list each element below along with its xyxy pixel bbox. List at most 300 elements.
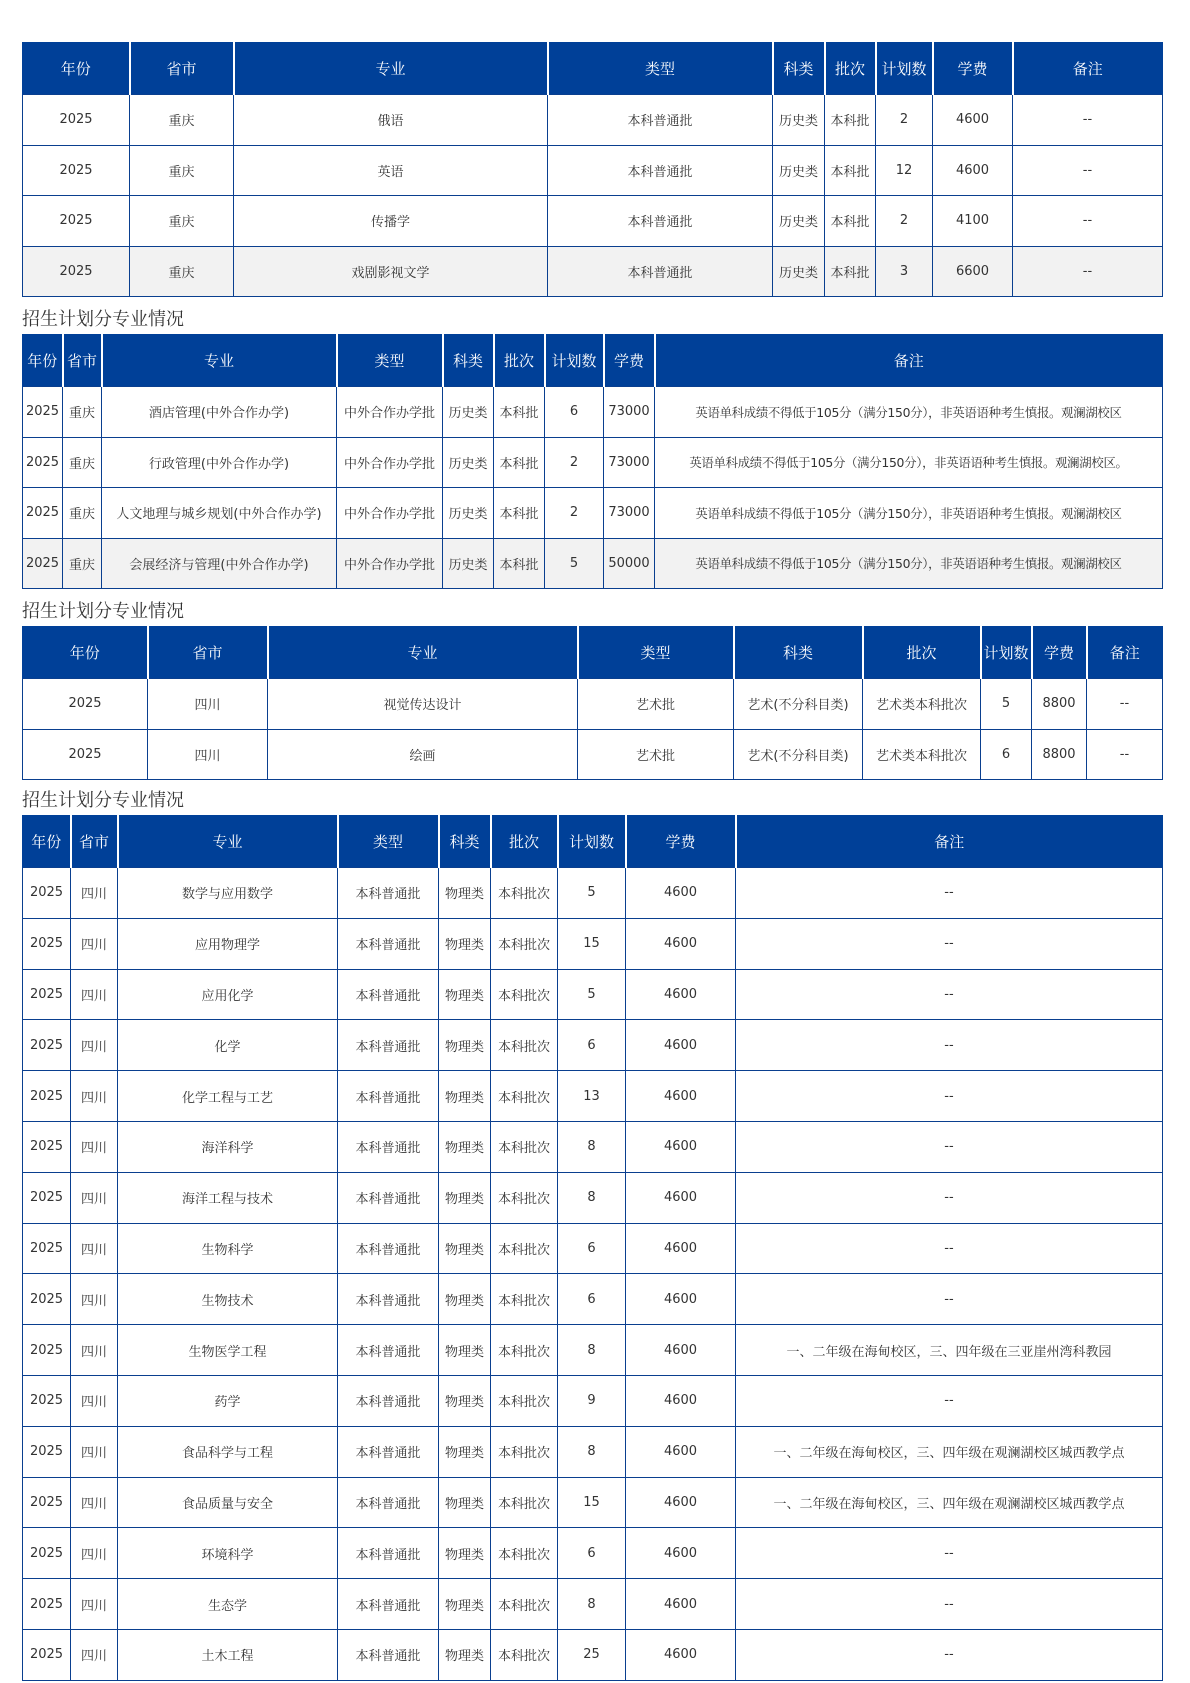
- section-title-4: 招生计划分专业情况: [22, 790, 184, 811]
- cell-year: 2025: [23, 1325, 71, 1376]
- cell-tuition: 73000: [604, 437, 655, 488]
- cell-type: 本科普通批: [548, 145, 773, 196]
- cell-type: 本科普通批: [338, 1629, 439, 1680]
- cell-subject-category: 物理类: [439, 1020, 491, 1071]
- cell-year: 2025: [23, 387, 63, 438]
- cell-year: 2025: [23, 1426, 71, 1477]
- column-header-batch: 批次: [494, 334, 545, 387]
- cell-province: 四川: [71, 1426, 118, 1477]
- cell-type: 中外合作办学批: [337, 387, 443, 438]
- table-row: [23, 95, 1163, 146]
- column-header-subject-category: 科类: [773, 42, 825, 95]
- cell-major: 酒店管理(中外合作办学): [102, 387, 337, 438]
- cell-subject-category: 历史类: [443, 488, 494, 539]
- cell-subject-category: 物理类: [439, 1172, 491, 1223]
- cell-subject-category: 物理类: [439, 1528, 491, 1579]
- cell-batch: 本科批: [825, 95, 876, 146]
- cell-remarks: --: [736, 1071, 1163, 1122]
- cell-major: 环境科学: [118, 1528, 338, 1579]
- table-row: [23, 1223, 1163, 1274]
- cell-remarks: --: [736, 1579, 1163, 1630]
- table-row: [23, 918, 1163, 969]
- column-header-province: 省市: [130, 42, 234, 95]
- cell-plan-count: 5: [558, 868, 626, 919]
- cell-plan-count: 8: [558, 1579, 626, 1630]
- cell-batch: 艺术类本科批次: [863, 729, 981, 780]
- column-header-type: 类型: [578, 626, 734, 679]
- cell-remarks: --: [736, 1274, 1163, 1325]
- cell-tuition: 4600: [626, 1426, 736, 1477]
- column-header-tuition: 学费: [933, 42, 1013, 95]
- column-header-province: 省市: [63, 334, 102, 387]
- cell-year: 2025: [23, 679, 148, 730]
- cell-tuition: 4600: [626, 1223, 736, 1274]
- cell-tuition: 4600: [626, 969, 736, 1020]
- cell-type: 本科普通批: [338, 1121, 439, 1172]
- column-header-subject-category: 科类: [734, 626, 863, 679]
- cell-plan-count: 2: [876, 196, 933, 247]
- cell-year: 2025: [23, 1375, 71, 1426]
- cell-remarks: --: [736, 1528, 1163, 1579]
- cell-plan-count: 25: [558, 1629, 626, 1680]
- cell-tuition: 4600: [626, 868, 736, 919]
- column-header-type: 类型: [337, 334, 443, 387]
- cell-batch: 本科批: [494, 538, 545, 589]
- cell-province: 重庆: [63, 538, 102, 589]
- cell-year: 2025: [23, 868, 71, 919]
- cell-subject-category: 物理类: [439, 1579, 491, 1630]
- cell-major: 会展经济与管理(中外合作办学): [102, 538, 337, 589]
- cell-year: 2025: [23, 1274, 71, 1325]
- cell-plan-count: 6: [545, 387, 604, 438]
- cell-subject-category: 历史类: [773, 145, 825, 196]
- cell-major: 生物科学: [118, 1223, 338, 1274]
- section-title-2: 招生计划分专业情况: [22, 309, 184, 330]
- cell-tuition: 4600: [626, 1375, 736, 1426]
- cell-remarks: --: [736, 918, 1163, 969]
- column-header-batch: 批次: [863, 626, 981, 679]
- cell-remarks: --: [1087, 729, 1163, 780]
- cell-province: 四川: [71, 1528, 118, 1579]
- cell-province: 四川: [71, 1629, 118, 1680]
- cell-tuition: 4600: [626, 1629, 736, 1680]
- cell-remarks: --: [736, 1223, 1163, 1274]
- cell-province: 四川: [71, 1274, 118, 1325]
- cell-year: 2025: [23, 488, 63, 539]
- cell-plan-count: 12: [876, 145, 933, 196]
- cell-tuition: 6600: [933, 246, 1013, 297]
- cell-year: 2025: [23, 1223, 71, 1274]
- cell-province: 重庆: [63, 437, 102, 488]
- table-row: [23, 1629, 1163, 1680]
- cell-remarks: --: [1013, 246, 1163, 297]
- cell-type: 本科普通批: [548, 246, 773, 297]
- column-header-province: 省市: [71, 815, 118, 868]
- cell-subject-category: 物理类: [439, 1426, 491, 1477]
- cell-subject-category: 历史类: [443, 387, 494, 438]
- table-row: [23, 1477, 1163, 1528]
- column-header-year: 年份: [23, 334, 63, 387]
- cell-major: 绘画: [268, 729, 578, 780]
- cell-type: 中外合作办学批: [337, 538, 443, 589]
- table-row: [23, 538, 1163, 589]
- cell-remarks: --: [736, 1020, 1163, 1071]
- cell-province: 四川: [71, 918, 118, 969]
- table-row: [23, 196, 1163, 247]
- cell-plan-count: 13: [558, 1071, 626, 1122]
- cell-type: 艺术批: [578, 679, 734, 730]
- cell-subject-category: 物理类: [439, 918, 491, 969]
- table-row: [23, 969, 1163, 1020]
- column-header-major: 专业: [268, 626, 578, 679]
- cell-subject-category: 艺术(不分科目类): [734, 729, 863, 780]
- cell-major: 药学: [118, 1375, 338, 1426]
- cell-plan-count: 5: [545, 538, 604, 589]
- cell-year: 2025: [23, 1071, 71, 1122]
- header-row: [23, 42, 1163, 95]
- cell-subject-category: 物理类: [439, 1375, 491, 1426]
- cell-subject-category: 艺术(不分科目类): [734, 679, 863, 730]
- cell-subject-category: 物理类: [439, 1629, 491, 1680]
- header-row: [23, 626, 1163, 679]
- column-header-major: 专业: [234, 42, 548, 95]
- cell-major: 食品质量与安全: [118, 1477, 338, 1528]
- cell-remarks: --: [1013, 196, 1163, 247]
- cell-type: 本科普通批: [338, 1579, 439, 1630]
- cell-batch: 本科批次: [491, 1121, 558, 1172]
- cell-plan-count: 2: [545, 437, 604, 488]
- cell-year: 2025: [23, 1020, 71, 1071]
- cell-province: 四川: [71, 1121, 118, 1172]
- column-header-subject-category: 科类: [439, 815, 491, 868]
- cell-plan-count: 8: [558, 1121, 626, 1172]
- column-header-year: 年份: [23, 626, 148, 679]
- header-row: [23, 815, 1163, 868]
- cell-type: 本科普通批: [338, 1274, 439, 1325]
- cell-province: 重庆: [63, 387, 102, 438]
- cell-type: 中外合作办学批: [337, 437, 443, 488]
- cell-year: 2025: [23, 437, 63, 488]
- cell-year: 2025: [23, 918, 71, 969]
- cell-type: 本科普通批: [338, 1020, 439, 1071]
- cell-subject-category: 历史类: [773, 95, 825, 146]
- enrollment-table-chongqing-sino-foreign: [22, 334, 1162, 589]
- cell-subject-category: 物理类: [439, 969, 491, 1020]
- cell-year: 2025: [23, 145, 130, 196]
- table-row: [23, 1325, 1163, 1376]
- cell-tuition: 4100: [933, 196, 1013, 247]
- cell-type: 本科普通批: [338, 1375, 439, 1426]
- cell-subject-category: 历史类: [773, 246, 825, 297]
- cell-batch: 本科批次: [491, 1528, 558, 1579]
- cell-year: 2025: [23, 1172, 71, 1223]
- cell-batch: 本科批次: [491, 868, 558, 919]
- cell-plan-count: 6: [558, 1528, 626, 1579]
- cell-batch: 本科批次: [491, 1426, 558, 1477]
- cell-type: 本科普通批: [338, 1325, 439, 1376]
- table-row: [23, 729, 1163, 780]
- cell-tuition: 4600: [626, 1528, 736, 1579]
- cell-type: 艺术批: [578, 729, 734, 780]
- cell-year: 2025: [23, 1121, 71, 1172]
- cell-batch: 本科批: [825, 145, 876, 196]
- cell-tuition: 4600: [626, 918, 736, 969]
- column-header-tuition: 学费: [604, 334, 655, 387]
- table-row: [23, 488, 1163, 539]
- column-header-plan-count: 计划数: [876, 42, 933, 95]
- cell-major: 行政管理(中外合作办学): [102, 437, 337, 488]
- column-header-year: 年份: [23, 815, 71, 868]
- cell-year: 2025: [23, 1579, 71, 1630]
- cell-batch: 本科批: [825, 246, 876, 297]
- cell-batch: 本科批次: [491, 1375, 558, 1426]
- cell-province: 四川: [148, 729, 268, 780]
- cell-subject-category: 物理类: [439, 868, 491, 919]
- table-row: [23, 1071, 1163, 1122]
- cell-batch: 本科批次: [491, 1629, 558, 1680]
- cell-type: 本科普通批: [338, 1477, 439, 1528]
- column-header-type: 类型: [548, 42, 773, 95]
- cell-batch: 本科批次: [491, 1071, 558, 1122]
- cell-plan-count: 6: [558, 1223, 626, 1274]
- cell-subject-category: 历史类: [773, 196, 825, 247]
- column-header-plan-count: 计划数: [545, 334, 604, 387]
- cell-tuition: 4600: [626, 1325, 736, 1376]
- table-row: [23, 246, 1163, 297]
- cell-batch: 本科批: [825, 196, 876, 247]
- cell-remarks: 一、二年级在海甸校区，三、四年级在观澜湖校区城西教学点: [736, 1426, 1163, 1477]
- cell-plan-count: 8: [558, 1426, 626, 1477]
- cell-batch: 本科批次: [491, 1274, 558, 1325]
- cell-batch: 本科批次: [491, 1477, 558, 1528]
- table-row: [23, 145, 1163, 196]
- column-header-tuition: 学费: [626, 815, 736, 868]
- cell-remarks: --: [1013, 145, 1163, 196]
- cell-batch: 本科批次: [491, 969, 558, 1020]
- cell-province: 四川: [71, 1223, 118, 1274]
- cell-plan-count: 5: [981, 679, 1032, 730]
- cell-province: 重庆: [130, 145, 234, 196]
- cell-tuition: 8800: [1032, 679, 1087, 730]
- cell-subject-category: 历史类: [443, 538, 494, 589]
- cell-province: 四川: [71, 1375, 118, 1426]
- cell-year: 2025: [23, 1528, 71, 1579]
- cell-province: 四川: [71, 1477, 118, 1528]
- cell-subject-category: 物理类: [439, 1121, 491, 1172]
- enrollment-table-chongqing-history: [22, 42, 1162, 297]
- cell-major: 英语: [234, 145, 548, 196]
- cell-major: 生物技术: [118, 1274, 338, 1325]
- cell-province: 四川: [71, 969, 118, 1020]
- cell-type: 本科普通批: [338, 918, 439, 969]
- cell-province: 四川: [71, 1071, 118, 1122]
- cell-subject-category: 物理类: [439, 1223, 491, 1274]
- cell-major: 戏剧影视文学: [234, 246, 548, 297]
- cell-type: 本科普通批: [338, 1172, 439, 1223]
- cell-plan-count: 6: [558, 1020, 626, 1071]
- cell-remarks: --: [736, 1375, 1163, 1426]
- cell-province: 四川: [71, 1579, 118, 1630]
- cell-plan-count: 15: [558, 918, 626, 969]
- table-row: [23, 1579, 1163, 1630]
- cell-plan-count: 6: [981, 729, 1032, 780]
- cell-major: 视觉传达设计: [268, 679, 578, 730]
- column-header-subject-category: 科类: [443, 334, 494, 387]
- cell-year: 2025: [23, 95, 130, 146]
- cell-type: 本科普通批: [338, 1071, 439, 1122]
- cell-remarks: --: [736, 1121, 1163, 1172]
- cell-remarks: 英语单科成绩不得低于105分（满分150分），非英语语种考生慎报。观澜湖校区: [655, 488, 1163, 539]
- cell-tuition: 4600: [626, 1020, 736, 1071]
- column-header-year: 年份: [23, 42, 130, 95]
- cell-type: 中外合作办学批: [337, 488, 443, 539]
- cell-tuition: 4600: [626, 1071, 736, 1122]
- cell-province: 重庆: [130, 95, 234, 146]
- cell-province: 重庆: [130, 196, 234, 247]
- cell-province: 重庆: [130, 246, 234, 297]
- column-header-remarks: 备注: [655, 334, 1163, 387]
- enrollment-table-sichuan-art: [22, 626, 1162, 780]
- column-header-plan-count: 计划数: [558, 815, 626, 868]
- cell-plan-count: 2: [545, 488, 604, 539]
- section-title-3: 招生计划分专业情况: [22, 601, 184, 622]
- cell-plan-count: 9: [558, 1375, 626, 1426]
- cell-major: 传播学: [234, 196, 548, 247]
- cell-remarks: --: [736, 868, 1163, 919]
- cell-major: 俄语: [234, 95, 548, 146]
- cell-type: 本科普通批: [338, 1426, 439, 1477]
- cell-major: 应用物理学: [118, 918, 338, 969]
- cell-remarks: 英语单科成绩不得低于105分（满分150分），非英语语种考生慎报。观澜湖校区: [655, 538, 1163, 589]
- cell-major: 食品科学与工程: [118, 1426, 338, 1477]
- cell-tuition: 73000: [604, 488, 655, 539]
- cell-province: 重庆: [63, 488, 102, 539]
- cell-major: 化学: [118, 1020, 338, 1071]
- cell-subject-category: 物理类: [439, 1071, 491, 1122]
- cell-major: 生物医学工程: [118, 1325, 338, 1376]
- cell-type: 本科普通批: [338, 1528, 439, 1579]
- column-header-major: 专业: [118, 815, 338, 868]
- table-row: [23, 1426, 1163, 1477]
- column-header-remarks: 备注: [1013, 42, 1163, 95]
- cell-year: 2025: [23, 246, 130, 297]
- cell-type: 本科普通批: [338, 1223, 439, 1274]
- cell-remarks: 一、二年级在海甸校区，三、四年级在三亚崖州湾科教园: [736, 1325, 1163, 1376]
- cell-major: 海洋科学: [118, 1121, 338, 1172]
- cell-major: 人文地理与城乡规划(中外合作办学): [102, 488, 337, 539]
- cell-batch: 本科批次: [491, 1020, 558, 1071]
- cell-plan-count: 5: [558, 969, 626, 1020]
- cell-plan-count: 2: [876, 95, 933, 146]
- cell-major: 数学与应用数学: [118, 868, 338, 919]
- cell-tuition: 4600: [626, 1477, 736, 1528]
- cell-year: 2025: [23, 1629, 71, 1680]
- cell-remarks: --: [1013, 95, 1163, 146]
- column-header-plan-count: 计划数: [981, 626, 1032, 679]
- cell-province: 四川: [148, 679, 268, 730]
- header-row: [23, 334, 1163, 387]
- cell-tuition: 73000: [604, 387, 655, 438]
- enrollment-table-sichuan-physics: [22, 815, 1162, 1681]
- cell-tuition: 4600: [933, 145, 1013, 196]
- cell-plan-count: 3: [876, 246, 933, 297]
- cell-subject-category: 物理类: [439, 1477, 491, 1528]
- cell-type: 本科普通批: [338, 868, 439, 919]
- cell-remarks: 英语单科成绩不得低于105分（满分150分），非英语语种考生慎报。观澜湖校区。: [655, 437, 1163, 488]
- cell-tuition: 8800: [1032, 729, 1087, 780]
- table-row: [23, 1528, 1163, 1579]
- column-header-major: 专业: [102, 334, 337, 387]
- cell-year: 2025: [23, 729, 148, 780]
- cell-subject-category: 历史类: [443, 437, 494, 488]
- cell-subject-category: 物理类: [439, 1325, 491, 1376]
- cell-tuition: 4600: [626, 1121, 736, 1172]
- column-header-batch: 批次: [491, 815, 558, 868]
- cell-batch: 本科批: [494, 488, 545, 539]
- table-row: [23, 387, 1163, 438]
- column-header-tuition: 学费: [1032, 626, 1087, 679]
- table-row: [23, 868, 1163, 919]
- column-header-remarks: 备注: [1087, 626, 1163, 679]
- cell-batch: 本科批: [494, 387, 545, 438]
- cell-plan-count: 8: [558, 1172, 626, 1223]
- cell-tuition: 4600: [626, 1579, 736, 1630]
- table-row: [23, 679, 1163, 730]
- table-row: [23, 1020, 1163, 1071]
- cell-remarks: --: [736, 1629, 1163, 1680]
- cell-batch: 本科批次: [491, 1579, 558, 1630]
- cell-batch: 艺术类本科批次: [863, 679, 981, 730]
- cell-year: 2025: [23, 196, 130, 247]
- cell-tuition: 4600: [626, 1172, 736, 1223]
- cell-plan-count: 6: [558, 1274, 626, 1325]
- cell-major: 海洋工程与技术: [118, 1172, 338, 1223]
- column-header-type: 类型: [338, 815, 439, 868]
- table-row: [23, 1375, 1163, 1426]
- cell-tuition: 4600: [933, 95, 1013, 146]
- cell-year: 2025: [23, 969, 71, 1020]
- cell-province: 四川: [71, 868, 118, 919]
- cell-batch: 本科批次: [491, 1325, 558, 1376]
- table-row: [23, 437, 1163, 488]
- cell-province: 四川: [71, 1020, 118, 1071]
- cell-province: 四川: [71, 1172, 118, 1223]
- cell-year: 2025: [23, 1477, 71, 1528]
- cell-remarks: 英语单科成绩不得低于105分（满分150分），非英语语种考生慎报。观澜湖校区: [655, 387, 1163, 438]
- table-row: [23, 1274, 1163, 1325]
- cell-batch: 本科批次: [491, 1223, 558, 1274]
- table-row: [23, 1172, 1163, 1223]
- cell-remarks: --: [736, 969, 1163, 1020]
- cell-tuition: 50000: [604, 538, 655, 589]
- cell-remarks: 一、二年级在海甸校区，三、四年级在观澜湖校区城西教学点: [736, 1477, 1163, 1528]
- cell-type: 本科普通批: [548, 95, 773, 146]
- column-header-batch: 批次: [825, 42, 876, 95]
- cell-remarks: --: [736, 1172, 1163, 1223]
- cell-batch: 本科批次: [491, 1172, 558, 1223]
- cell-plan-count: 15: [558, 1477, 626, 1528]
- cell-batch: 本科批次: [491, 918, 558, 969]
- cell-major: 土木工程: [118, 1629, 338, 1680]
- cell-batch: 本科批: [494, 437, 545, 488]
- column-header-remarks: 备注: [736, 815, 1163, 868]
- cell-plan-count: 8: [558, 1325, 626, 1376]
- table-row: [23, 1121, 1163, 1172]
- cell-major: 化学工程与工艺: [118, 1071, 338, 1122]
- cell-province: 四川: [71, 1325, 118, 1376]
- cell-type: 本科普通批: [338, 969, 439, 1020]
- cell-remarks: --: [1087, 679, 1163, 730]
